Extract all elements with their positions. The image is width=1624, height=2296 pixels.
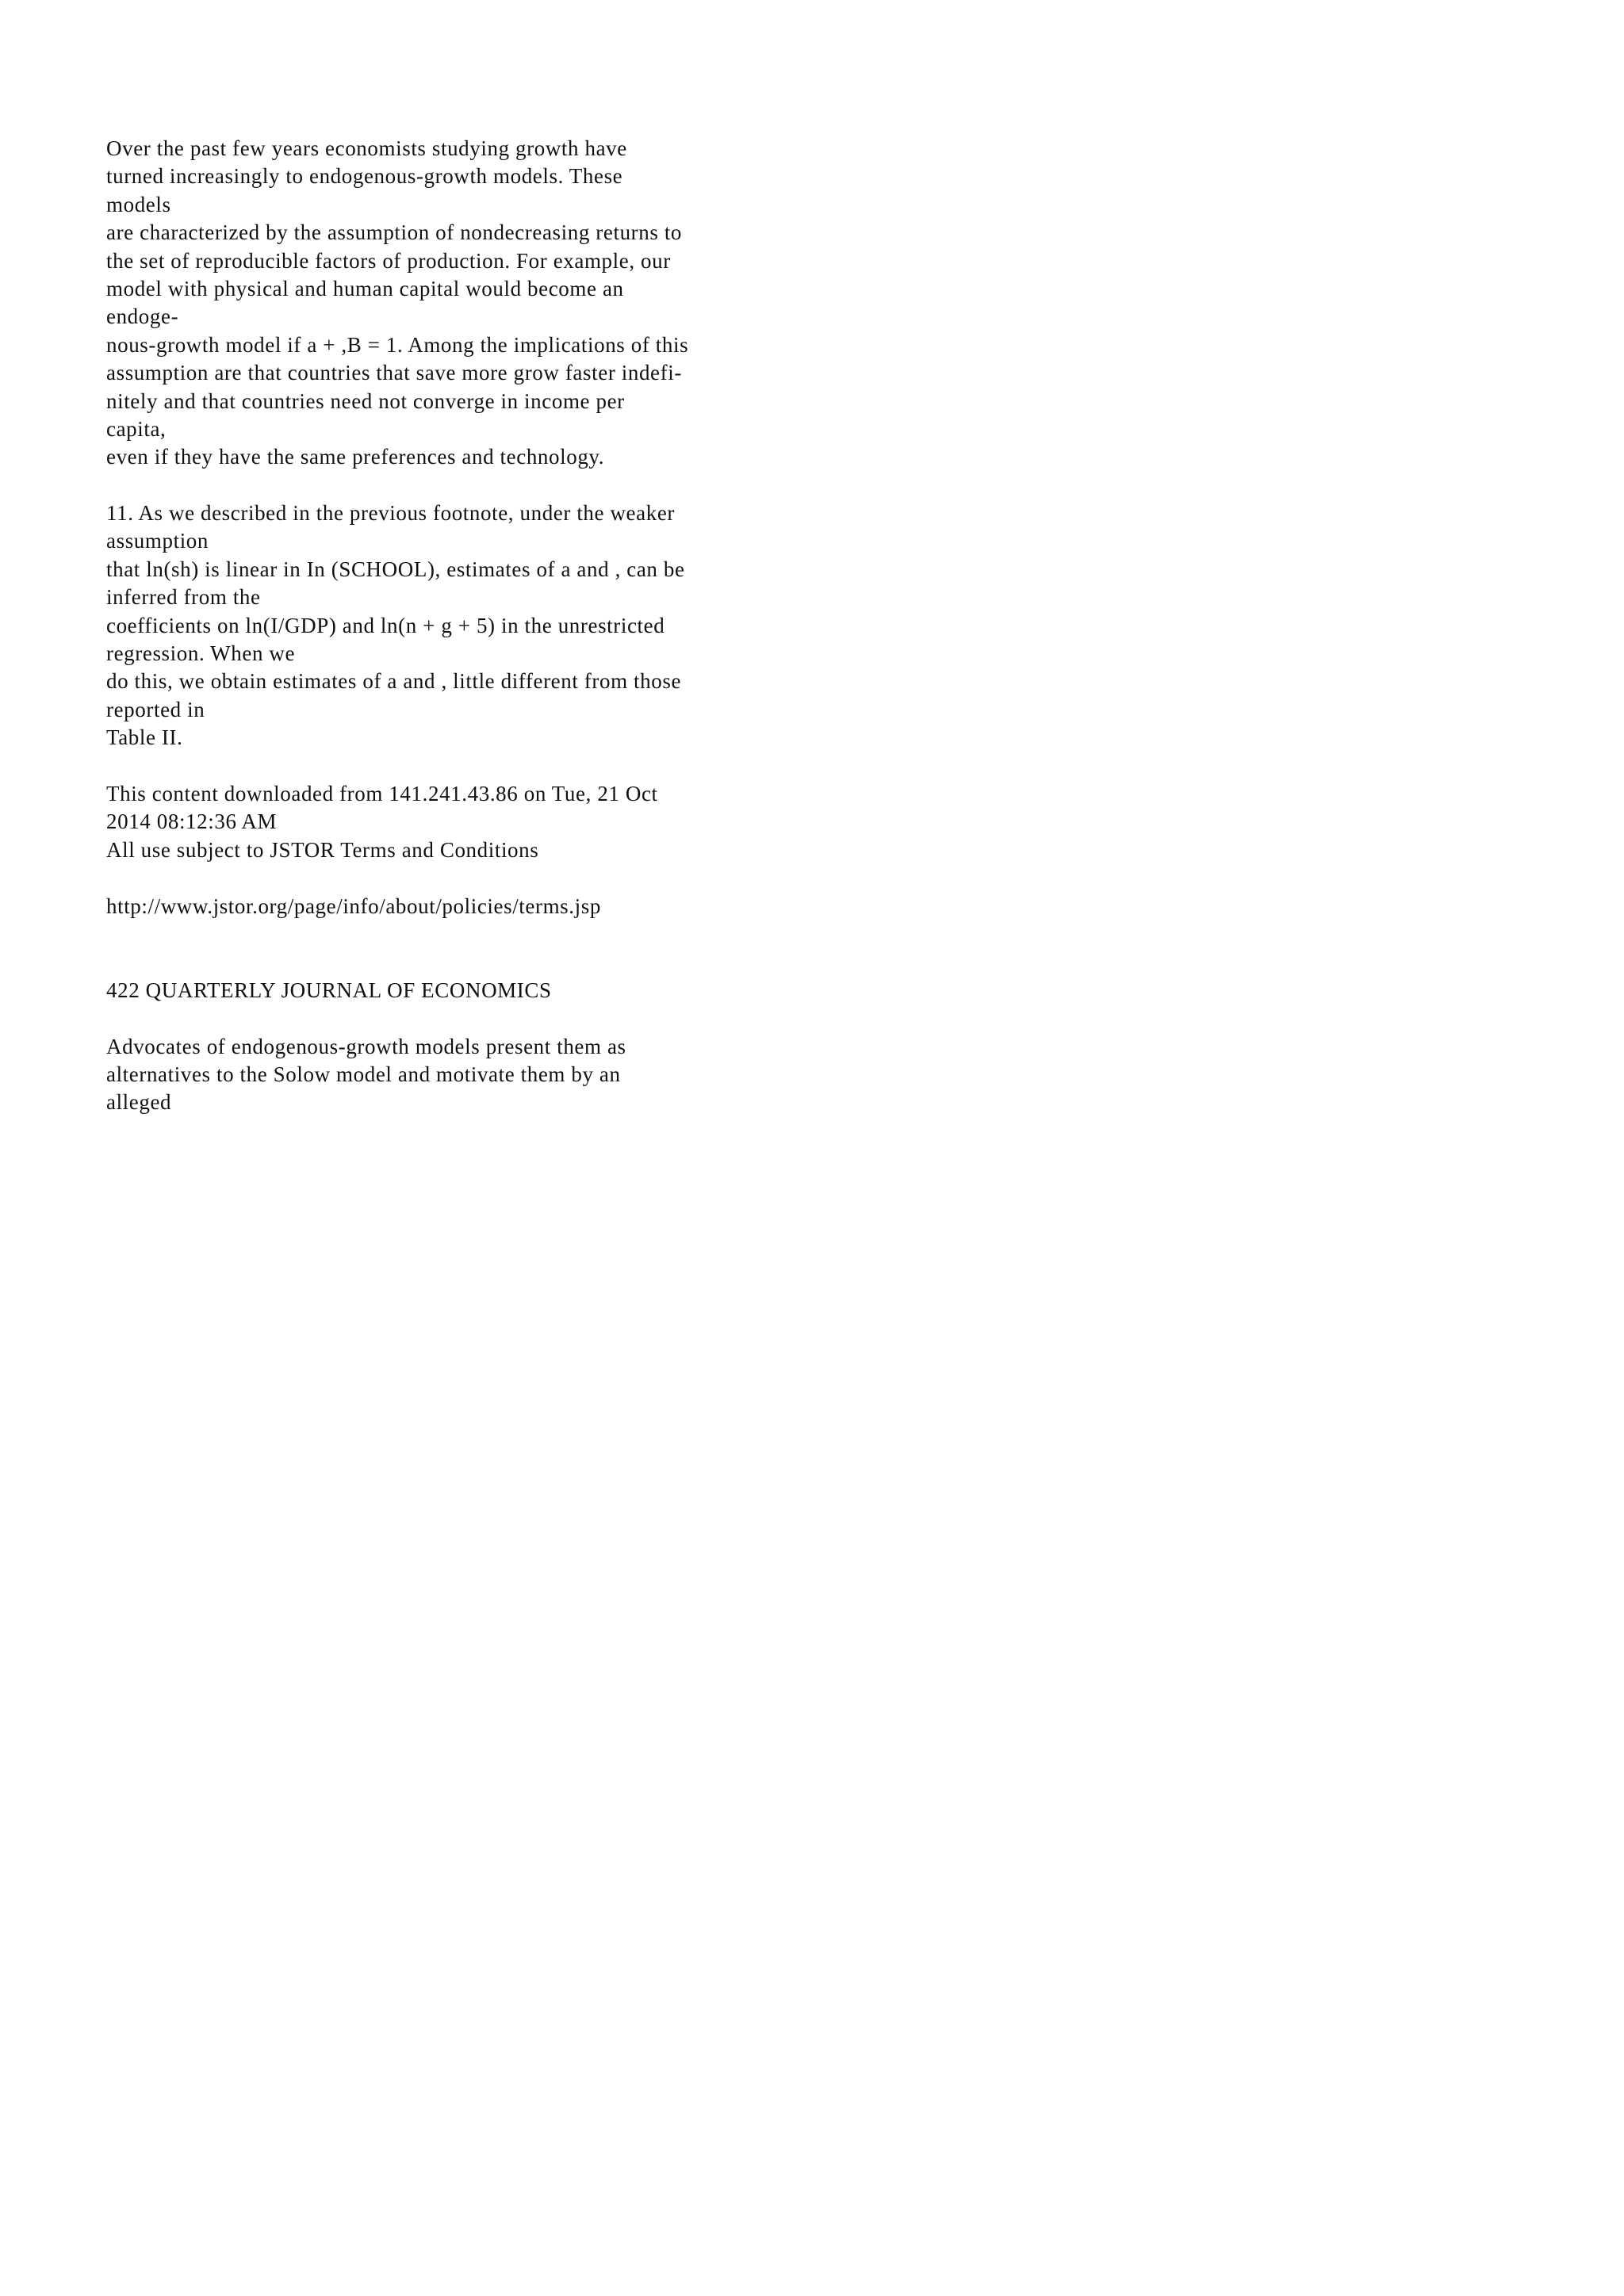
blank-line bbox=[106, 1004, 820, 1032]
text-line: capita, bbox=[106, 416, 167, 441]
blank-line bbox=[106, 920, 820, 948]
text-line: endoge- bbox=[106, 304, 179, 329]
text-line: alternatives to the Solow model and motivate them by an bbox=[106, 1062, 621, 1086]
footnote-line: inferred from the bbox=[106, 585, 261, 610]
text-line: assumption are that countries that save more grow faster indefi- bbox=[106, 361, 682, 385]
text-line: models bbox=[106, 192, 171, 216]
blank-line bbox=[106, 948, 820, 976]
blank-line bbox=[106, 752, 820, 780]
download-notice-line: This content downloaded from 141.241.43.86 on Tue, 21 Oct bbox=[106, 781, 658, 806]
download-notice-line: 2014 08:12:36 AM bbox=[106, 809, 278, 834]
text-line: alleged bbox=[106, 1090, 172, 1115]
text-line: the set of reproducible factors of production. For example, our bbox=[106, 248, 671, 273]
footnote-line: reported in bbox=[106, 697, 205, 721]
text-line: turned increasingly to endogenous-growth models. These bbox=[106, 164, 623, 189]
text-line: even if they have the same preferences and technology. bbox=[106, 445, 605, 469]
footnote-line: that ln(sh) is linear in In (SCHOOL), estimates of a and , can be bbox=[106, 557, 685, 581]
blank-line bbox=[106, 864, 820, 892]
footnote-line: 11. As we described in the previous footnote, under the weaker bbox=[106, 501, 675, 526]
footnote-line: regression. When we bbox=[106, 641, 296, 666]
document-text bbox=[106, 135, 820, 1117]
text-line: Over the past few years economists studying growth have bbox=[106, 136, 627, 160]
text-line: nitely and that countries need not converge in income per bbox=[106, 388, 625, 413]
footnote-line: do this, we obtain estimates of a and , little different from those bbox=[106, 669, 682, 694]
running-header: 422 QUARTERLY JOURNAL OF ECONOMICS bbox=[106, 978, 552, 1002]
text-line: are characterized by the assumption of nondecreasing returns to bbox=[106, 220, 683, 245]
footnote-line: Table II. bbox=[106, 725, 183, 750]
footnote-line: assumption bbox=[106, 529, 209, 553]
text-line: model with physical and human capital would become an bbox=[106, 276, 624, 300]
text-line: nous-growth model if a + ,B = 1. Among the implications of this bbox=[106, 332, 689, 357]
blank-line bbox=[106, 472, 820, 499]
terms-line: All use subject to JSTOR Terms and Conditions bbox=[106, 837, 539, 862]
text-line: Advocates of endogenous-growth models present them as bbox=[106, 1034, 626, 1058]
footnote-line: coefficients on ln(I/GDP) and ln(n + g + 5) in the unrestricted bbox=[106, 613, 665, 637]
document-page bbox=[0, 0, 872, 1234]
terms-url: http://www.jstor.org/page/info/about/policies/terms.jsp bbox=[106, 894, 601, 918]
